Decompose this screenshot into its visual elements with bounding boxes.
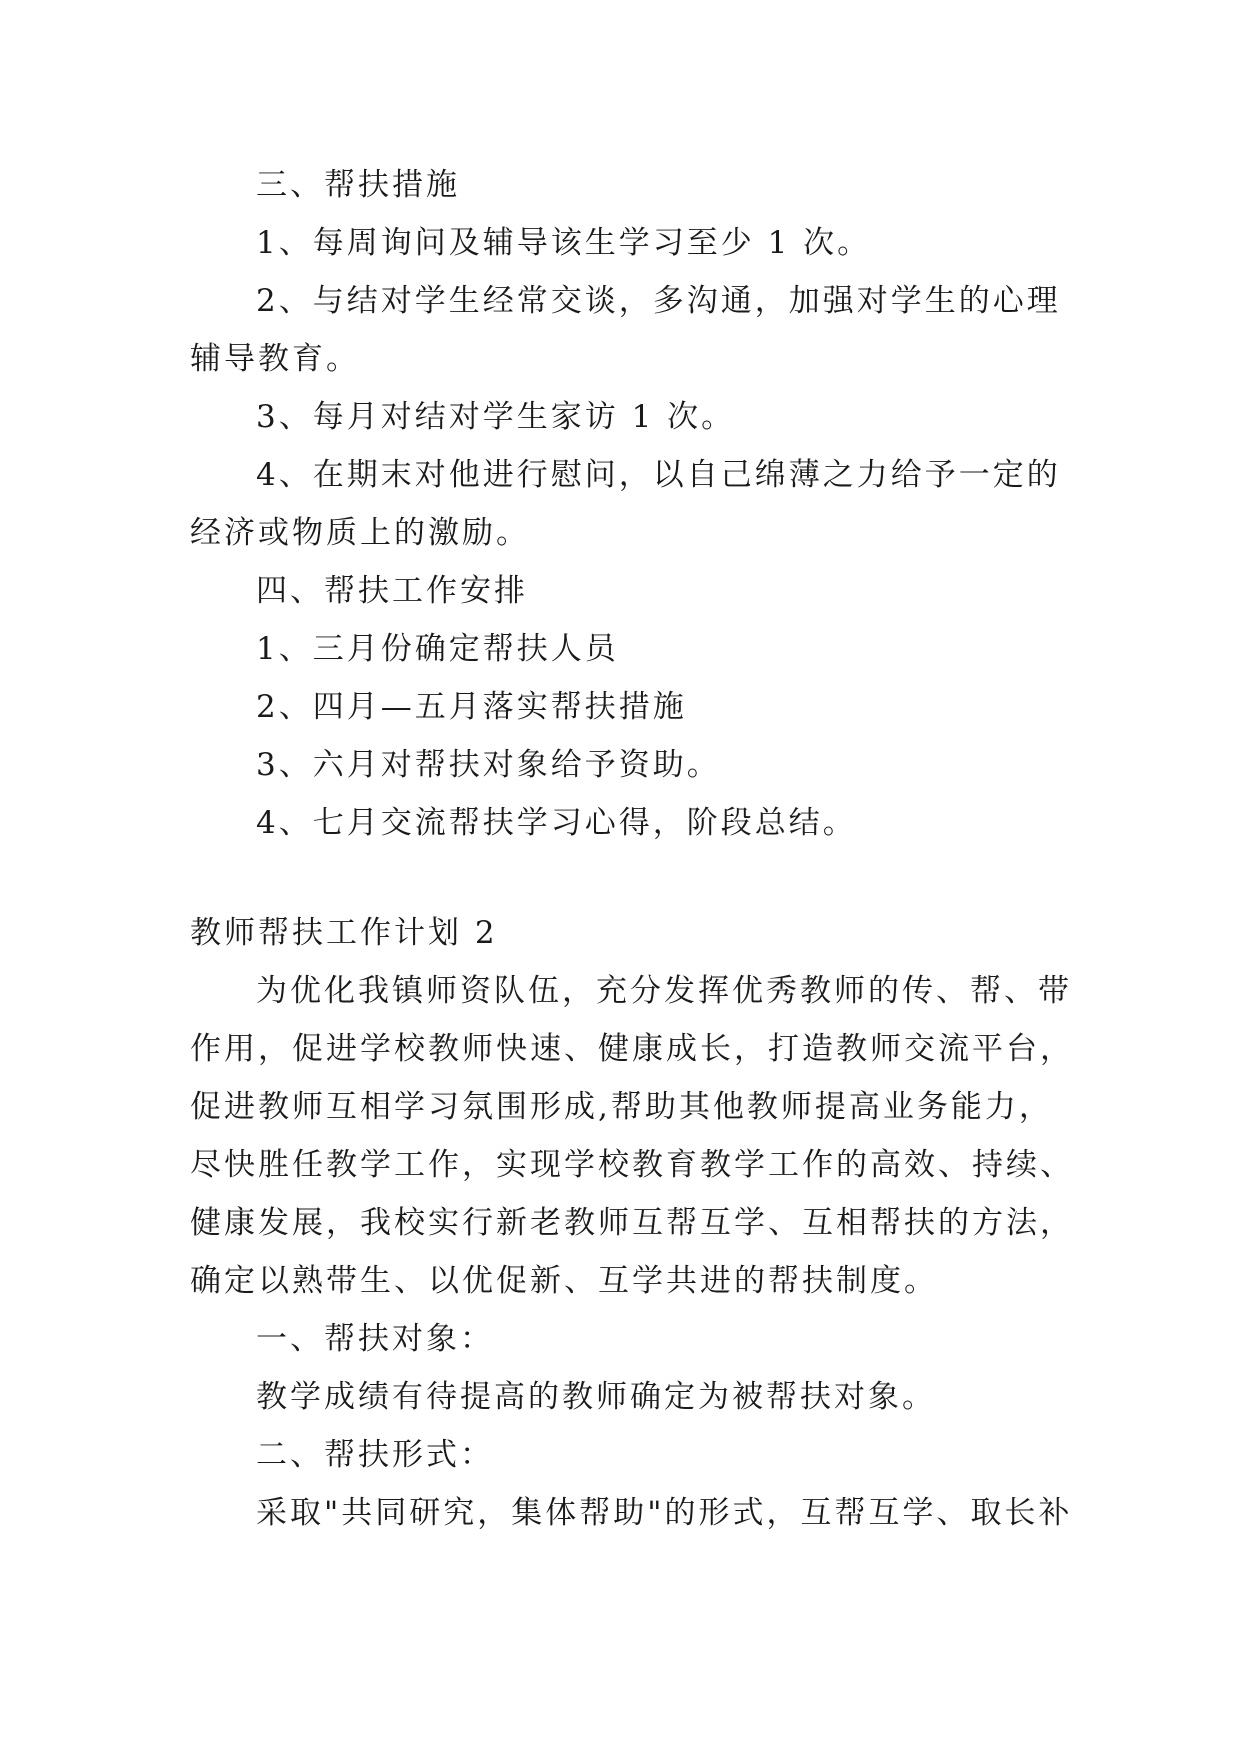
paragraph-line: 为优化我镇师资队伍，充分发挥优秀教师的传、帮、带: [256, 973, 1072, 1009]
section-title: 教师帮扶工作计划 2: [190, 915, 498, 951]
paragraph-line: 经济或物质上的激励。: [190, 515, 530, 551]
heading-work-arrangement: 四、帮扶工作安排: [256, 573, 528, 609]
paragraph-line: 促进教师互相学习氛围形成,帮助其他教师提高业务能力，: [190, 1089, 1053, 1125]
paragraph-line: 确定以熟带生、以优促新、互学共进的帮扶制度。: [190, 1263, 938, 1299]
paragraph-line: 辅导教育。: [190, 341, 360, 377]
paragraph-line: 2、四月—五月落实帮扶措施: [256, 689, 687, 725]
paragraph-line: 1、每周询问及辅导该生学习至少 1 次。: [256, 225, 872, 261]
paragraph-line: 健康发展，我校实行新老教师互帮互学、互相帮扶的方法，: [190, 1205, 1074, 1241]
paragraph-line: 3、每月对结对学生家访 1 次。: [256, 399, 736, 435]
paragraph-line: 教学成绩有待提高的教师确定为被帮扶对象。: [256, 1379, 936, 1415]
heading-help-measures: 三、帮扶措施: [256, 167, 460, 203]
paragraph-line: 4、在期末对他进行慰问，以自己绵薄之力给予一定的: [256, 457, 1061, 493]
paragraph-line: 3、六月对帮扶对象给予资助。: [256, 747, 721, 783]
heading-help-targets: 一、帮扶对象：: [256, 1321, 494, 1357]
paragraph-line: 采取"共同研究，集体帮助"的形式，互帮互学、取长补: [256, 1495, 1073, 1531]
heading-help-forms: 二、帮扶形式：: [256, 1437, 494, 1473]
paragraph-line: 4、七月交流帮扶学习心得，阶段总结。: [256, 805, 857, 841]
paragraph-line: 尽快胜任教学工作，实现学校教育教学工作的高效、持续、: [190, 1147, 1074, 1183]
paragraph-line: 1、三月份确定帮扶人员: [256, 631, 619, 667]
paragraph-line: 作用，促进学校教师快速、健康成长，打造教师交流平台，: [190, 1031, 1074, 1067]
paragraph-line: 2、与结对学生经常交谈，多沟通，加强对学生的心理: [256, 283, 1061, 319]
